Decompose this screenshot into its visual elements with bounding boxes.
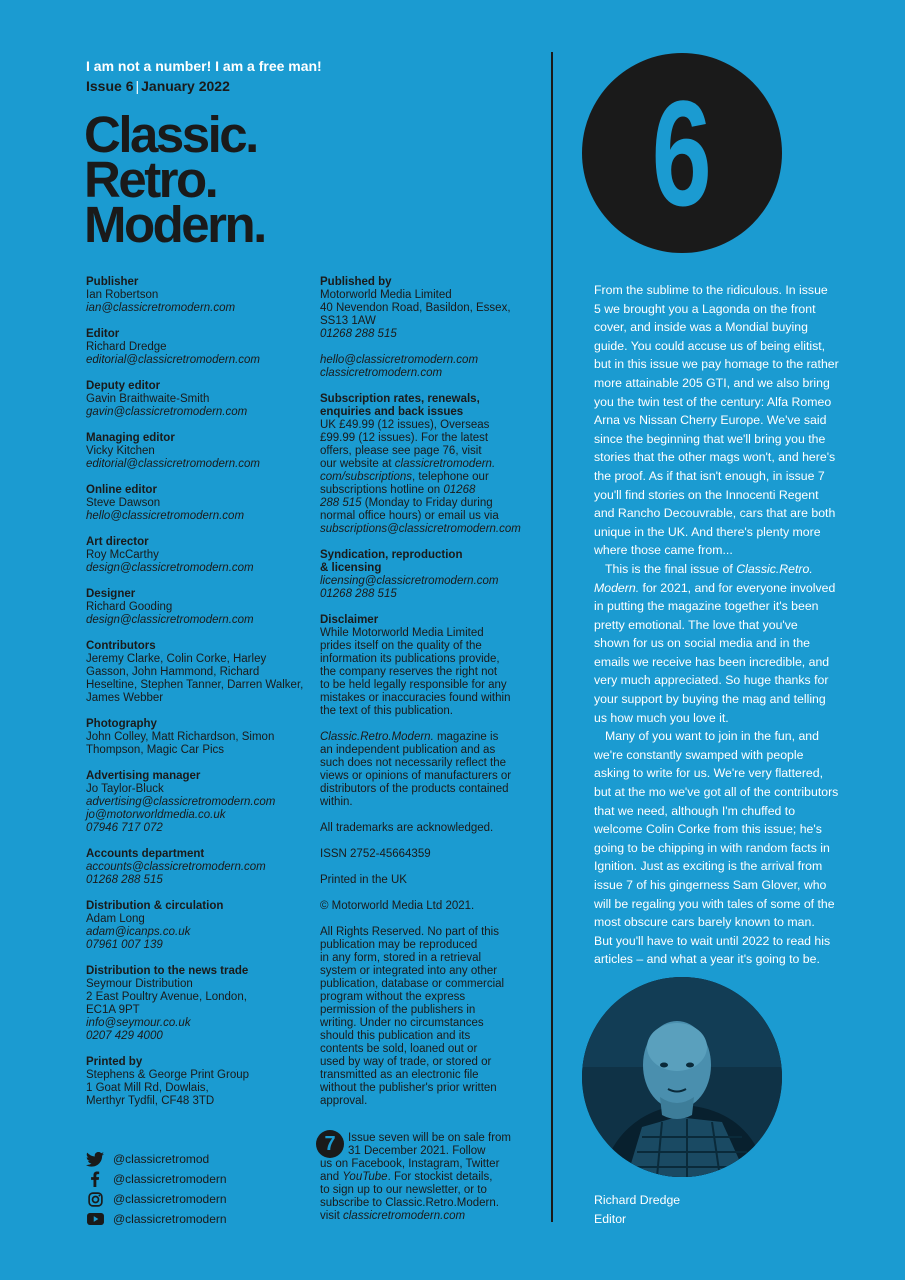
editorial-text xyxy=(594,281,846,969)
text-line: the company reserves the right not xyxy=(320,666,498,678)
text-line: normal office hours) or email us via xyxy=(320,510,499,522)
logo-line-1: Classic. xyxy=(84,106,257,163)
credit-line: Richard Dredge xyxy=(86,341,167,353)
editorial-line: unique in the UK. And there's plenty more xyxy=(594,524,821,539)
credit-title: Online editor xyxy=(86,484,157,496)
publisher-email[interactable]: hello@classicretromodern.com xyxy=(320,354,479,366)
masthead xyxy=(86,58,322,95)
editorial-line: shown for us on social media and in the xyxy=(594,636,811,651)
text-span: subscriptions hotline on xyxy=(320,484,444,496)
next-issue-note xyxy=(320,1132,530,1223)
hotline-number: 01268 xyxy=(443,484,476,496)
credit-title: Printed by xyxy=(86,1056,143,1068)
section-title: Published by xyxy=(320,276,392,288)
credit-distribution xyxy=(86,900,311,952)
editorial-line: you the twin test of the century: Alfa Romeo xyxy=(594,394,832,409)
credit-contributors xyxy=(86,640,311,705)
text-span: magazine is xyxy=(433,731,499,743)
editorial-line: but in this issue we pay homage to the rather xyxy=(594,357,839,372)
editorial-line: where those came from... xyxy=(594,543,733,558)
section-title: Syndication, reproduction xyxy=(320,549,463,561)
text-span: (Monday to Friday during xyxy=(361,497,493,509)
credit-email[interactable]: design@classicretromodern.com xyxy=(86,562,254,574)
credit-email[interactable]: design@classicretromodern.com xyxy=(86,614,254,626)
editorial-line: going to be chipping in with random facts in xyxy=(594,840,830,855)
next-issue-badge: 7 xyxy=(316,1130,344,1158)
credit-news-trade xyxy=(86,965,311,1043)
subscriptions xyxy=(320,393,532,536)
credit-email[interactable]: editorial@classicretromodern.com xyxy=(86,354,261,366)
copyright: © Motorworld Media Ltd 2021. xyxy=(320,900,475,912)
text-span: visit xyxy=(320,1210,343,1222)
credit-title: Advertising manager xyxy=(86,770,201,782)
text-line: used by way of trade, or stored or xyxy=(320,1056,492,1068)
text-line: 31 December 2021. Follow xyxy=(348,1145,486,1157)
published-by-contact xyxy=(320,354,532,380)
magazine-name: Classic.Retro. xyxy=(736,561,813,576)
credit-email[interactable]: jo@motorworldmedia.co.uk xyxy=(86,809,226,821)
text-line: distributors of the products contained xyxy=(320,783,509,795)
section-title: Disclaimer xyxy=(320,614,379,626)
editorial-line: emails we receive has been incredible, and xyxy=(594,654,830,669)
credit-line: Adam Long xyxy=(86,913,145,925)
text-line: writing. Under no circumstances xyxy=(320,1017,484,1029)
social-handle: @classicretromodern xyxy=(113,1212,227,1226)
section-title: enquiries and back issues xyxy=(320,406,464,418)
editorial-paragraph-3 xyxy=(594,727,846,969)
text-line xyxy=(320,458,532,471)
editor-portrait xyxy=(582,977,782,1177)
editorial-line: welcome Colin Corke from this issue; he's xyxy=(594,822,822,837)
syndication xyxy=(320,549,532,601)
credit-line: 1 Goat Mill Rd, Dowlais, xyxy=(86,1082,209,1094)
credit-title: Distribution to the news trade xyxy=(86,965,249,977)
editorial-line: most obscure cars barely known to man. xyxy=(594,915,815,930)
editorial-line: pretty emotional. The love that you've xyxy=(594,617,798,632)
editorial-line: asking to write for us. We're very flattered, xyxy=(594,766,824,781)
staff-credits xyxy=(86,276,311,1121)
section-title: Subscription rates, renewals, xyxy=(320,393,480,405)
column-divider xyxy=(551,52,553,1222)
credit-email[interactable]: adam@icanps.co.uk xyxy=(86,926,191,938)
independence-statement xyxy=(320,731,532,809)
text-line: system or integrated into any other xyxy=(320,965,498,977)
editorial-line: 5 we brought you a Lagonda on the front xyxy=(594,301,816,316)
publisher-website[interactable]: classicretromodern.com xyxy=(320,367,443,379)
printed-note: Printed in the UK xyxy=(320,874,407,886)
disclaimer xyxy=(320,614,532,718)
editorial-line: and Rancho Decouvrable, cars that are both xyxy=(594,506,836,521)
editorial-line: Ignition. Just as exciting is the arrival from xyxy=(594,859,823,874)
text-line: to sign up to our newsletter, or to xyxy=(320,1184,487,1196)
credit-editor xyxy=(86,328,311,367)
credit-line: EC1A 9PT xyxy=(86,1004,140,1016)
editorial-paragraph-2 xyxy=(594,560,846,727)
credit-line: Stephens & George Print Group xyxy=(86,1069,250,1081)
text-line xyxy=(320,471,532,484)
editorial-line: Arna vs Nissan Cherry Europe. We've said xyxy=(594,413,827,428)
credit-email[interactable]: gavin@classicretromodern.com xyxy=(86,406,248,418)
credit-title: Accounts department xyxy=(86,848,205,860)
credit-printed-by xyxy=(86,1056,311,1108)
credit-line: Jo Taylor-Bluck xyxy=(86,783,164,795)
credit-line: Merthyr Tydfil, CF48 3TD xyxy=(86,1095,215,1107)
credit-title: Contributors xyxy=(86,640,156,652)
editorial-line: in putting the magazine together it's been xyxy=(594,599,819,614)
hotline-number: 288 515 xyxy=(320,497,362,509)
editorial-line: for 2021, and for everyone involved xyxy=(639,580,836,595)
text-line: information its publications provide, xyxy=(320,653,500,665)
editorial-line: From the sublime to the ridiculous. In issue xyxy=(594,283,828,297)
credit-line: Richard Gooding xyxy=(86,601,173,613)
editorial-line: more attainable 205 GTI, and we also bring xyxy=(594,375,830,390)
text-span: . For stockist details, xyxy=(387,1171,493,1183)
issue-separator: | xyxy=(135,78,140,94)
credit-line: Ian Robertson xyxy=(86,289,159,301)
youtube-icon xyxy=(86,1211,104,1227)
credit-art-director xyxy=(86,536,311,575)
credit-title: Deputy editor xyxy=(86,380,161,392)
editorial-line: your support by buying the mag and telling xyxy=(594,692,826,707)
issn: ISSN 2752-45664359 xyxy=(320,848,431,860)
editorial-line: This is the final issue of xyxy=(605,561,737,576)
text-line: prides itself on the quality of the xyxy=(320,640,482,652)
editor-role: Editor xyxy=(594,1211,627,1226)
credit-designer xyxy=(86,588,311,627)
youtube-mention: YouTube xyxy=(342,1171,388,1183)
text-line: without the publisher's prior written xyxy=(320,1082,497,1094)
text-line: should this publication and its xyxy=(320,1030,471,1042)
editorial-line: since the beginning that we'll bring you the xyxy=(594,431,826,446)
credit-email[interactable]: accounts@classicretromodern.com xyxy=(86,861,266,873)
editorial-line: will be regaling you with tales of some of the xyxy=(594,896,835,911)
issue-info xyxy=(86,78,322,95)
tagline: I am not a number! I am a free man! xyxy=(86,58,322,74)
credit-line: Gasson, John Hammond, Richard xyxy=(86,666,260,678)
credit-line: Seymour Distribution xyxy=(86,978,193,990)
editorial-line: stories that the other mags won't, and here's xyxy=(594,450,836,465)
credit-email[interactable]: hello@classicretromodern.com xyxy=(86,510,245,522)
credit-line: Roy McCarthy xyxy=(86,549,159,561)
social-row-youtube[interactable] xyxy=(86,1209,227,1229)
editorial-line: we're constantly swamped with people xyxy=(594,747,804,762)
editorial-line: but at the mo we've got all of the contributors xyxy=(594,785,839,800)
credit-line: Jeremy Clarke, Colin Corke, Harley xyxy=(86,653,267,665)
magazine-name: Modern. xyxy=(594,580,640,595)
subscriptions-email[interactable]: subscriptions@classicretromodern.com xyxy=(320,523,521,535)
text-span: our website at xyxy=(320,458,395,470)
twitter-icon xyxy=(86,1151,104,1167)
editorial-line: us how much you love it. xyxy=(594,710,729,725)
editorial-line: the proof. As if that isn't enough, in issue 7 xyxy=(594,468,825,483)
social-handle: @classicretromod xyxy=(113,1152,210,1166)
text-line: an independent publication and as xyxy=(320,744,496,756)
editorial-line: cover, and inside was a Mondial buying xyxy=(594,320,808,335)
credit-phone: 07946 717 072 xyxy=(86,822,163,834)
issue-number: Issue 6 xyxy=(86,78,134,94)
facebook-icon xyxy=(86,1171,104,1187)
editorial-line: you'll find stories on the Innocenti Regent xyxy=(594,487,819,502)
credit-phone: 07961 007 139 xyxy=(86,939,163,951)
issue-number-digit: 6 xyxy=(651,69,713,237)
social-handle: @classicretromodern xyxy=(113,1172,227,1186)
editorial-line: articles – and what a year it's going to be. xyxy=(594,952,820,967)
credit-photography xyxy=(86,718,311,757)
credit-line: Steve Dawson xyxy=(86,497,161,509)
issue-number-badge xyxy=(582,53,782,253)
issue-date: January 2022 xyxy=(141,78,230,94)
credit-email[interactable]: editorial@classicretromodern.com xyxy=(86,458,261,470)
text-span: , telephone our xyxy=(412,471,489,483)
magazine-logo xyxy=(84,106,265,253)
credit-line: Gavin Braithwaite-Smith xyxy=(86,393,210,405)
editorial-line: Many of you want to join in the fun, and xyxy=(605,729,819,744)
text-line: subscribe to Classic.Retro.Modern. xyxy=(320,1197,499,1209)
credit-deputy-editor xyxy=(86,380,311,419)
text-line: the text of this publication. xyxy=(320,705,453,717)
credit-line: Heseltine, Stephen Tanner, Darren Walker, xyxy=(86,679,304,691)
publisher-phone: 01268 288 515 xyxy=(320,328,397,340)
editor-signature xyxy=(594,1191,680,1228)
credit-line: John Colley, Matt Richardson, Simon xyxy=(86,731,275,743)
published-by xyxy=(320,276,532,341)
logo-line-3: Modern. xyxy=(84,196,265,253)
credit-accounts xyxy=(86,848,311,887)
credit-line: Thompson, Magic Car Pics xyxy=(86,744,225,756)
credit-phone: 0207 429 4000 xyxy=(86,1030,163,1042)
text-line: publication may be reproduced xyxy=(320,939,478,951)
licensing-email[interactable]: licensing@classicretromodern.com xyxy=(320,575,499,587)
licensing-phone: 01268 288 515 xyxy=(320,588,397,600)
website-link[interactable]: classicretromodern.com xyxy=(343,1210,466,1222)
address-line: 40 Nevendon Road, Basildon, Essex, xyxy=(320,302,511,314)
magazine-name: Classic.Retro.Modern. xyxy=(320,731,434,743)
publisher-info xyxy=(320,276,532,1121)
text-line: Issue seven will be on sale from xyxy=(348,1132,511,1144)
address-line: Motorworld Media Limited xyxy=(320,289,452,301)
text-span: and xyxy=(320,1171,343,1183)
rights-reserved xyxy=(320,926,532,1108)
credit-online-editor xyxy=(86,484,311,523)
text-line: £99.99 (12 issues). For the latest xyxy=(320,432,489,444)
editorial-line: But you'll have to wait until 2022 to read his xyxy=(594,933,831,948)
credit-line: James Webber xyxy=(86,692,164,704)
text-line: permission of the publishers in xyxy=(320,1004,476,1016)
text-line: us on Facebook, Instagram, Twitter xyxy=(320,1158,500,1170)
text-line: publication, database or commercial xyxy=(320,978,505,990)
text-line: transmitted as an electronic file xyxy=(320,1069,479,1081)
subscriptions-link[interactable]: com/subscriptions xyxy=(320,471,413,483)
social-row-instagram[interactable] xyxy=(86,1189,227,1209)
credit-advertising-manager xyxy=(86,770,311,835)
trademarks-note: All trademarks are acknowledged. xyxy=(320,822,494,834)
social-handle: @classicretromodern xyxy=(113,1192,227,1206)
credit-title: Photography xyxy=(86,718,157,730)
text-line: offers, please see page 76, visit xyxy=(320,445,482,457)
text-line xyxy=(320,731,532,744)
credit-managing-editor xyxy=(86,432,311,471)
text-line xyxy=(320,1171,530,1184)
text-line: views or opinions of manufacturers or xyxy=(320,770,512,782)
editorial-line: that we need, although I'm chuffed to xyxy=(594,803,796,818)
credit-title: Publisher xyxy=(86,276,139,288)
credit-publisher xyxy=(86,276,311,315)
instagram-icon xyxy=(86,1191,104,1207)
text-line: to be held legally responsible for any xyxy=(320,679,507,691)
text-line: in any form, stored in a retrieval xyxy=(320,952,482,964)
credit-title: Managing editor xyxy=(86,432,175,444)
text-line: mistakes or inaccuracies found within xyxy=(320,692,511,704)
logo-line-2: Retro. xyxy=(84,151,217,208)
editorial-paragraph-1 xyxy=(594,281,846,560)
credit-email[interactable]: info@seymour.co.uk xyxy=(86,1017,191,1029)
editorial-line: very much appreciated. So huge thanks for xyxy=(594,673,829,688)
social-row-twitter[interactable] xyxy=(86,1149,227,1169)
text-line xyxy=(320,1210,530,1223)
credit-email[interactable]: advertising@classicretromodern.com xyxy=(86,796,276,808)
text-line xyxy=(320,484,532,497)
text-line: All Rights Reserved. No part of this xyxy=(320,926,499,938)
address-line: SS13 1AW xyxy=(320,315,376,327)
social-row-facebook[interactable] xyxy=(86,1169,227,1189)
text-line: While Motorworld Media Limited xyxy=(320,627,484,639)
text-line: within. xyxy=(320,796,353,808)
editorial-line: guide. You could accuse us of being elitist, xyxy=(594,338,826,353)
subscriptions-link[interactable]: classicretromodern. xyxy=(394,458,496,470)
credit-title: Art director xyxy=(86,536,149,548)
credit-email[interactable]: ian@classicretromodern.com xyxy=(86,302,236,314)
social-links xyxy=(86,1149,227,1229)
text-line xyxy=(320,497,532,510)
credit-title: Editor xyxy=(86,328,120,340)
credit-phone: 01268 288 515 xyxy=(86,874,163,886)
text-line: program without the express xyxy=(320,991,466,1003)
editor-name: Richard Dredge xyxy=(594,1193,681,1207)
text-line: approval. xyxy=(320,1095,368,1107)
credit-line: 2 East Poultry Avenue, London, xyxy=(86,991,247,1003)
credit-line: Vicky Kitchen xyxy=(86,445,155,457)
text-line: contents be sold, loaned out or xyxy=(320,1043,478,1055)
credit-title: Distribution & circulation xyxy=(86,900,224,912)
section-title: & licensing xyxy=(320,562,382,574)
editorial-line: issue 7 of his gingerness Sam Glover, who xyxy=(594,878,827,892)
text-line: UK £49.99 (12 issues), Overseas xyxy=(320,419,490,431)
text-line: such does not necessarily reflect the xyxy=(320,757,507,769)
credit-title: Designer xyxy=(86,588,136,600)
